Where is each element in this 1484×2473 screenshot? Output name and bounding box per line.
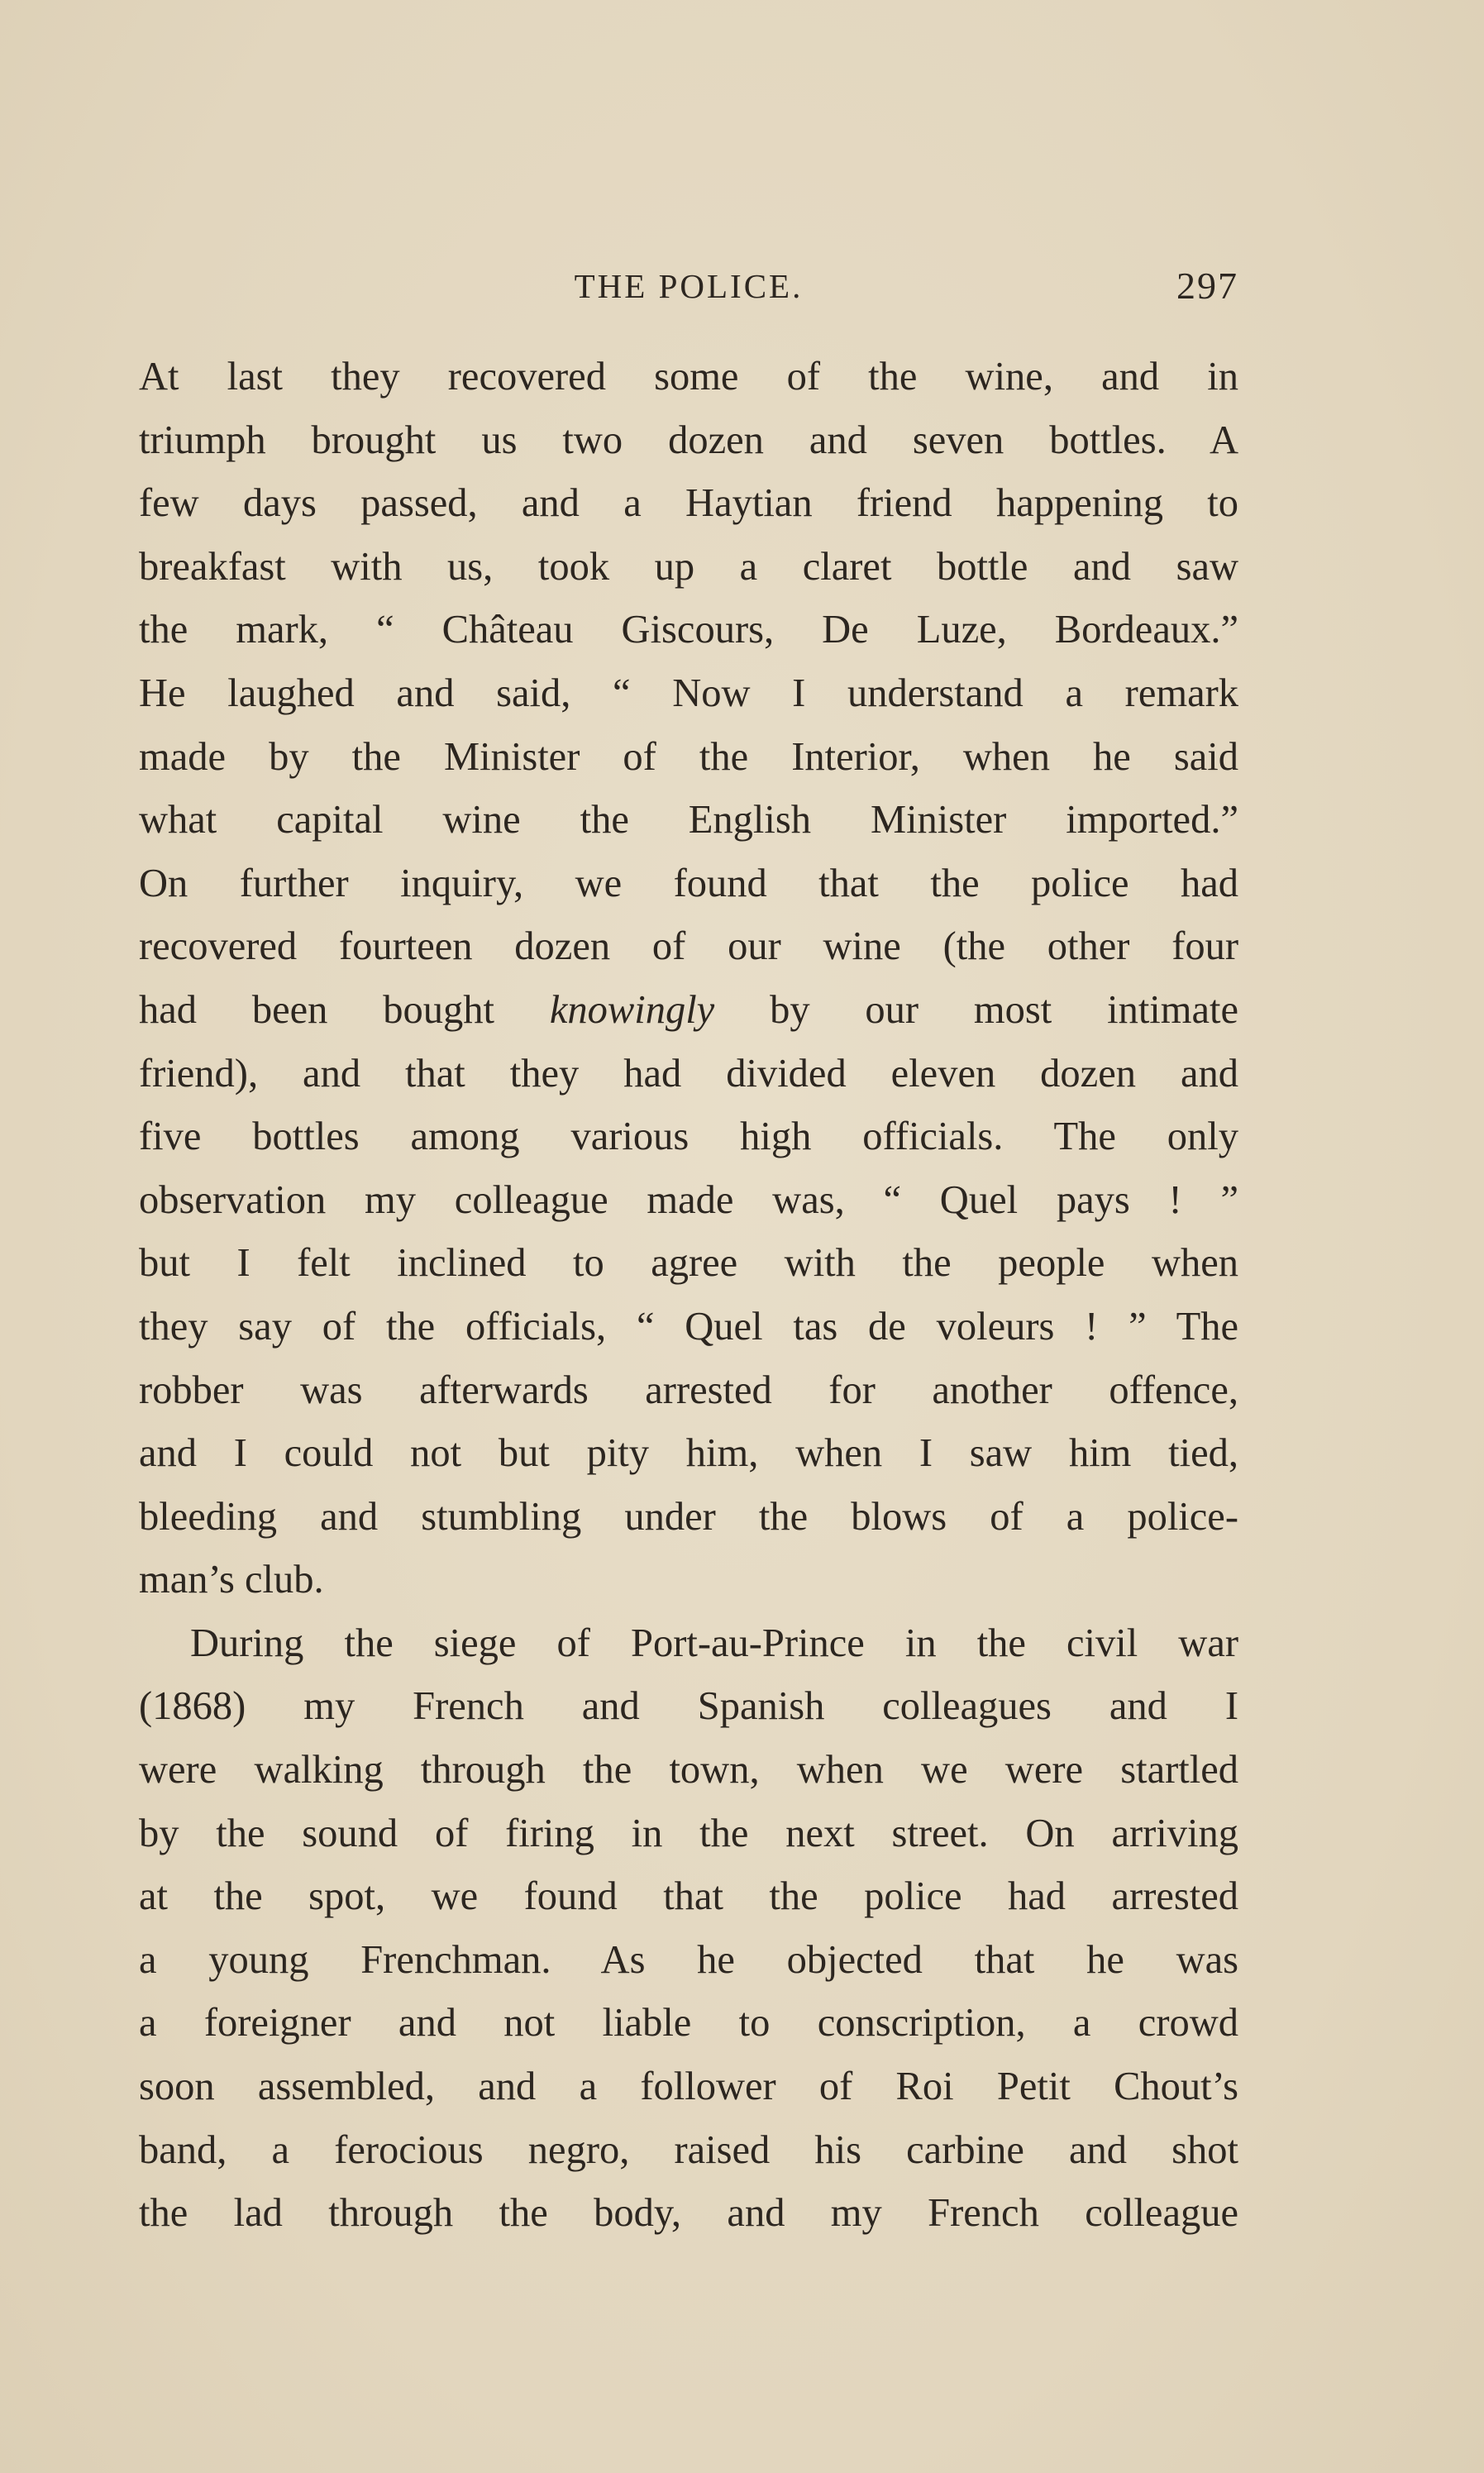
text-line: the lad through the body, and my French colleague [139, 2191, 1238, 2236]
text-line: but I felt inclined to agree with the people when [139, 1241, 1238, 1286]
text-line: band, a ferocious negro, raised his carbine and shot [139, 2127, 1238, 2172]
text-line: by the sound of firing in the next street. On arriving [139, 1811, 1238, 1855]
text-line: a young Frenchman. As he objected that he was [139, 1937, 1238, 1982]
paragraph-start-line: During the siege of Port-au-Prince in the civil war [190, 1621, 1238, 1665]
text-line: bleeding and stumbling under the blows of a police- [139, 1494, 1238, 1539]
text-line: made by the Minister of the Interior, when he said [139, 734, 1238, 779]
text-line: at the spot, we found that the police had arrested [139, 1874, 1238, 1919]
text-line: At last they recovered some of the wine, and in [139, 355, 1238, 399]
text-line: they say of the officials, “ Quel tas de voleurs ! ” The [139, 1304, 1238, 1349]
text-line: five bottles among various high officials. The only [139, 1115, 1238, 1159]
text-line: On further inquiry, we found that the police had [139, 861, 1238, 905]
text-line: friend), and that they had divided eleven dozen and [139, 1051, 1238, 1096]
text-line: a foreigner and not liable to conscription, a crowd [139, 2001, 1238, 2046]
page-number: 297 [1176, 265, 1238, 307]
page-header [139, 263, 1238, 309]
italic-word: knowingly [549, 987, 715, 1032]
text-line: were walking through the town, when we were startled [139, 1748, 1238, 1793]
text-segment: by our most intimate [770, 987, 1238, 1032]
body-text [139, 346, 1238, 2246]
text-line: soon assembled, and a follower of Roi Petit Chout’s [139, 2065, 1238, 2109]
text-line: He laughed and said, “ Now I understand a remark [139, 671, 1238, 715]
text-line: what capital wine the English Minister imported.” [139, 798, 1238, 843]
text-line: the mark, “ Château Giscours, De Luze, Bordeaux.” [139, 608, 1238, 652]
paragraph-end-line: man’s club. [139, 1558, 324, 1602]
text-line-with-emphasis [139, 979, 1238, 1043]
text-segment: had been bought [139, 987, 494, 1032]
text-line: (1868) my French and Spanish colleagues and I [139, 1684, 1238, 1729]
text-line: and I could not but pity him, when I saw him tied, [139, 1431, 1238, 1476]
text-line: observation my colleague made was, “ Quel pays ! ” [139, 1177, 1238, 1222]
text-line: triumph brought us two dozen and seven bottles. A [139, 418, 1238, 462]
text-line: robber was afterwards arrested for another offence, [139, 1368, 1238, 1412]
text-line: breakfast with us, took up a claret bottle and saw [139, 544, 1238, 589]
text-line: few days passed, and a Haytian friend happening to [139, 481, 1238, 526]
text-line: recovered fourteen dozen of our wine (the other four [139, 924, 1238, 969]
running-head: THE POLICE. [574, 267, 804, 305]
